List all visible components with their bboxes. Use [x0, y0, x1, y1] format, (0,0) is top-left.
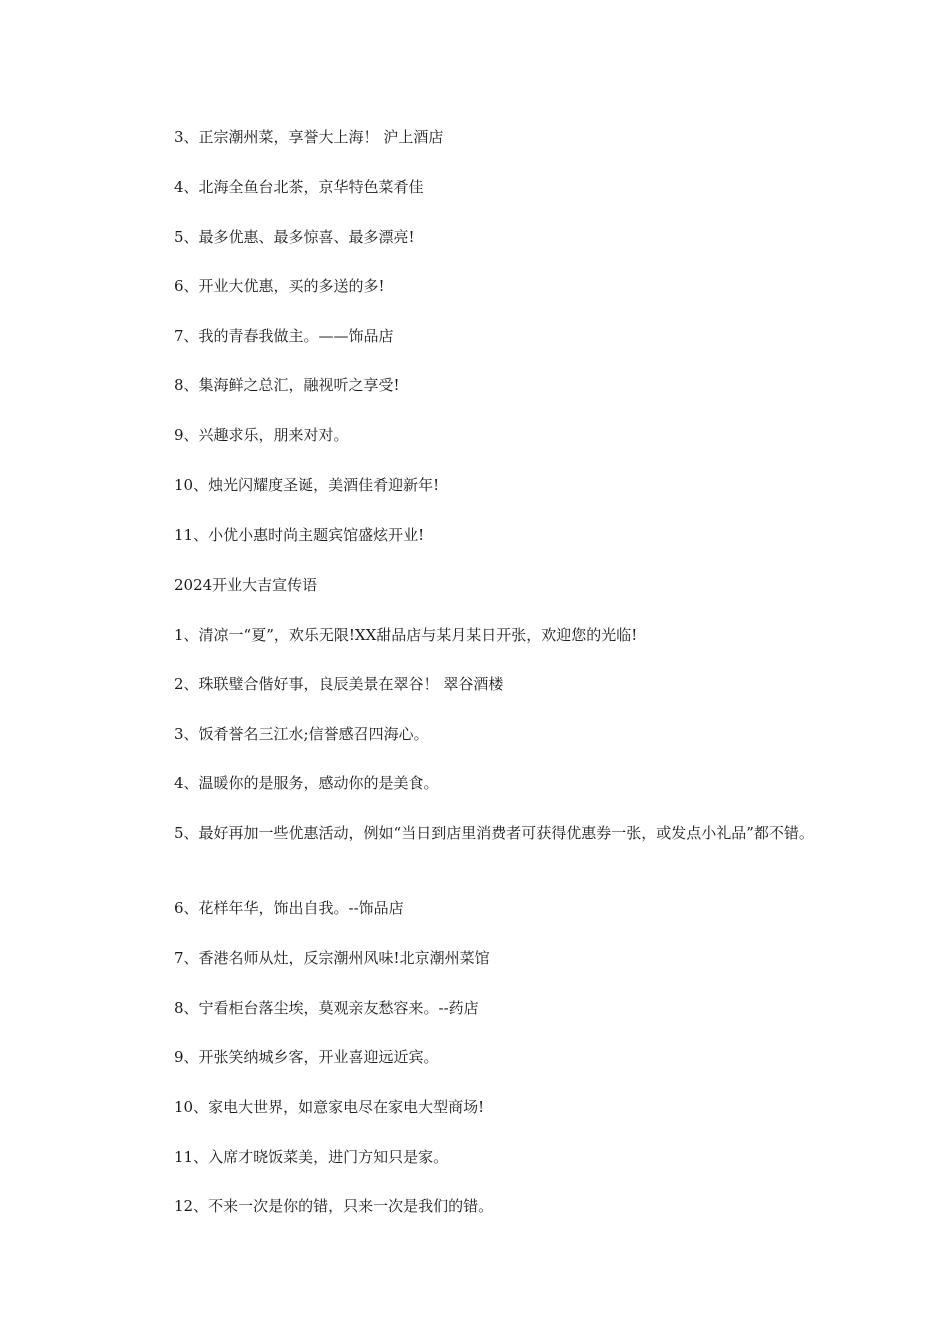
list-item: 7、我的青春我做主。——饰品店	[174, 327, 394, 345]
list-item-wrapped: 5、最好再加一些优惠活动，例如“当日到店里消费者可获得优惠券一张，或发点小礼品”都不错。	[174, 824, 814, 842]
list-item: 12、不来一次是你的错，只来一次是我们的错。	[174, 1197, 494, 1215]
list-item: 7、香港名师从灶，反宗潮州风味!北京潮州菜馆	[174, 949, 490, 967]
list-item: 3、饭肴誉名三江水;信誉感召四海心。	[174, 725, 429, 743]
list-item: 3、正宗潮州菜，享誉大上海！ 沪上酒店	[174, 128, 444, 146]
list-item: 4、北海全鱼台北茶，京华特色菜肴佳	[174, 178, 424, 196]
list-item: 6、花样年华，饰出自我。--饰品店	[174, 899, 404, 917]
list-item: 4、温暖你的是服务，感动你的是美食。	[174, 774, 439, 792]
section-title: 2024开业大吉宣传语	[174, 576, 318, 594]
list-item: 1、清凉一“夏”，欢乐无限!XX甜品店与某月某日开张，欢迎您的光临!	[174, 626, 638, 644]
list-item: 11、小优小惠时尚主题宾馆盛炫开业!	[174, 526, 425, 544]
list-item: 8、宁看柜台落尘埃，莫观亲友愁容来。--药店	[174, 999, 479, 1017]
list-item: 9、开张笑纳城乡客，开业喜迎远近宾。	[174, 1048, 439, 1066]
list-item: 10、烛光闪耀度圣诞，美酒佳肴迎新年!	[174, 476, 440, 494]
list-item: 10、家电大世界，如意家电尽在家电大型商场!	[174, 1098, 485, 1116]
list-item: 11、入席才晓饭菜美，进门方知只是家。	[174, 1148, 449, 1166]
list-item: 2、珠联璧合偕好事，良辰美景在翠谷！ 翠谷酒楼	[174, 675, 504, 693]
list-item: 5、最多优惠、最多惊喜、最多漂亮!	[174, 228, 415, 246]
list-item: 6、开业大优惠，买的多送的多!	[174, 277, 385, 295]
list-item: 9、兴趣求乐，朋来对对。	[174, 426, 349, 444]
list-item: 8、集海鲜之总汇，融视听之享受!	[174, 376, 400, 394]
